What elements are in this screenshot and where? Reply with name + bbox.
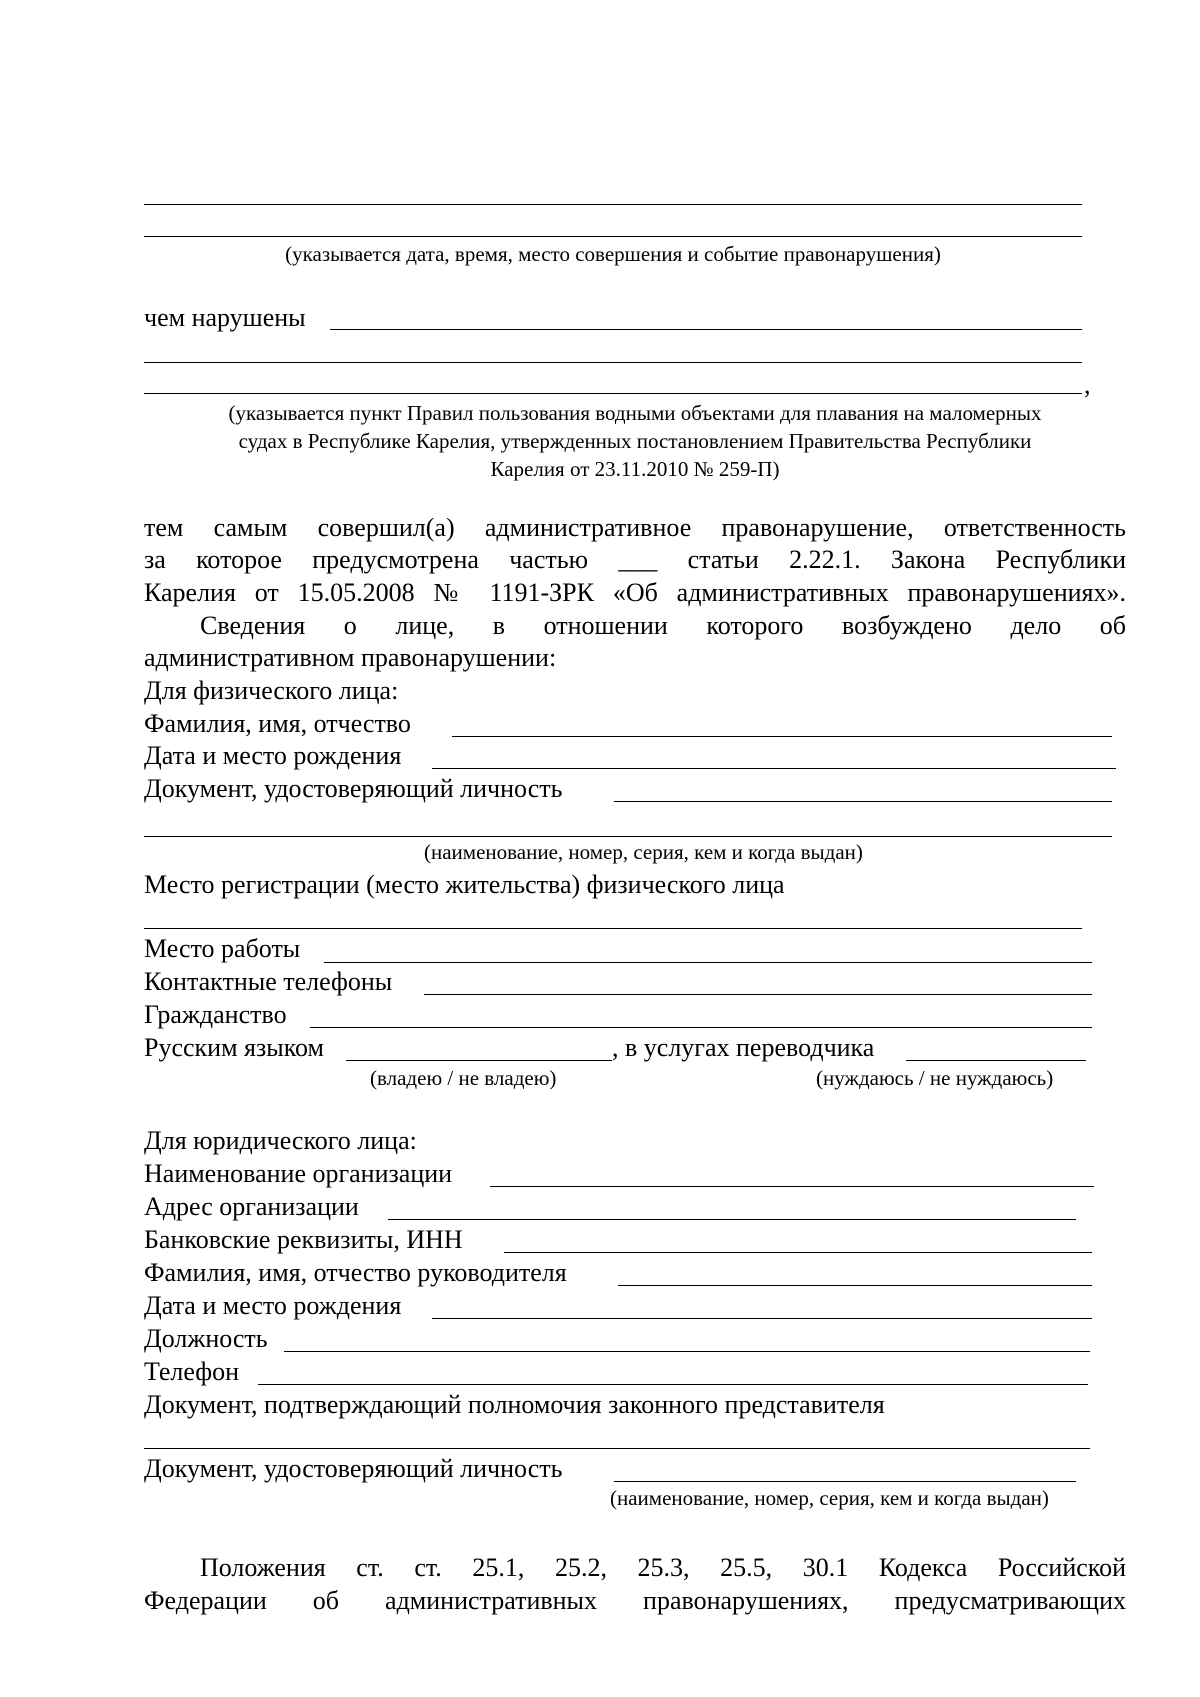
legal-bank-field[interactable] (504, 1252, 1092, 1253)
individual-id-caption: (наименование, номер, серия, кем и когда выдан) (424, 840, 863, 864)
individual-birth-label: Дата и место рождения (144, 741, 402, 770)
legal-phone-field[interactable] (258, 1384, 1088, 1385)
rules-caption-line-3: Карелия от 23.11.2010 № 259-П) (490, 457, 780, 481)
legal-address-label: Адрес организации (144, 1192, 359, 1221)
provisions-line-2: Федерации об административных правонарушениях, предусматривающих (144, 1586, 1126, 1615)
legal-authority-field[interactable] (144, 1448, 1090, 1449)
legal-birth-field[interactable] (432, 1318, 1092, 1319)
event-line-2[interactable] (144, 236, 1082, 237)
translator-caption: (нуждаюсь / не нуждаюсь) (816, 1066, 1054, 1090)
legal-head-name-field[interactable] (618, 1285, 1092, 1286)
russian-language-label: Русским языком (144, 1033, 325, 1062)
rules-caption-line-2: судах в Республике Карелия, утвержденных постановлением Правительства Республики (238, 429, 1032, 453)
individual-phones-field[interactable] (424, 994, 1092, 995)
individual-work-label: Место работы (144, 934, 301, 963)
legal-org-name-label: Наименование организации (144, 1159, 453, 1188)
individual-id-label: Документ, удостоверяющий личность (144, 774, 563, 803)
legal-position-field[interactable] (284, 1351, 1090, 1352)
individual-name-label: Фамилия, имя, отчество (144, 709, 411, 738)
translator-field[interactable] (906, 1060, 1086, 1061)
legal-position-label: Должность (144, 1324, 268, 1353)
legal-phone-label: Телефон (144, 1357, 240, 1386)
individual-id-field-2[interactable] (144, 836, 1112, 837)
violated-comma: , (1084, 370, 1091, 399)
offense-line-1: тем самым совершил(а) административное правонарушение, ответственность (144, 513, 1126, 542)
russian-language-field[interactable] (346, 1060, 612, 1061)
individual-phones-label: Контактные телефоны (144, 967, 393, 996)
individual-name-field[interactable] (452, 736, 1112, 737)
legal-authority-label: Документ, подтверждающий полномочия законного представителя (144, 1390, 885, 1419)
individual-heading: Для физического лица: (144, 676, 399, 705)
legal-id-field[interactable] (614, 1481, 1076, 1482)
rules-caption-line-1: (указывается пункт Правил пользования водными объектами для плавания на маломерных (228, 401, 1042, 425)
legal-heading: Для юридического лица: (144, 1126, 417, 1155)
individual-citizenship-field[interactable] (310, 1027, 1092, 1028)
legal-id-label: Документ, удостоверяющий личность (144, 1454, 563, 1483)
provisions-line-1: Положения ст. ст. 25.1, 25.2, 25.3, 25.5, 30.1 Кодекса Российской (200, 1553, 1126, 1582)
legal-bank-label: Банковские реквизиты, ИНН (144, 1225, 463, 1254)
legal-birth-label: Дата и место рождения (144, 1291, 402, 1320)
event-line-1[interactable] (144, 204, 1082, 205)
legal-head-name-label: Фамилия, имя, отчество руководителя (144, 1258, 567, 1287)
legal-address-field[interactable] (388, 1219, 1076, 1220)
individual-birth-field[interactable] (432, 768, 1116, 769)
individual-id-field[interactable] (614, 801, 1112, 802)
russian-language-caption: (владею / не владею) (370, 1066, 557, 1090)
offense-line-3: Карелия от 15.05.2008 № 1191-ЗРК «Об административных правонарушениях». (144, 578, 1126, 607)
violated-label: чем нарушены (144, 303, 306, 332)
violated-line-3[interactable] (144, 393, 1082, 394)
individual-residence-label: Место регистрации (место жительства) физического лица (144, 870, 785, 899)
violated-line-2[interactable] (144, 362, 1082, 363)
person-info-line-1: Сведения о лице, в отношении которого возбуждено дело об (200, 611, 1126, 640)
legal-id-caption: (наименование, номер, серия, кем и когда выдан) (610, 1486, 1049, 1510)
individual-work-field[interactable] (324, 962, 1092, 963)
event-caption: (указывается дата, время, место совершения и событие правонарушения) (285, 242, 941, 266)
individual-citizenship-label: Гражданство (144, 1000, 287, 1029)
violated-line-1[interactable] (330, 329, 1082, 330)
person-info-line-2: административном правонарушении: (144, 643, 557, 672)
legal-org-name-field[interactable] (490, 1186, 1094, 1187)
offense-line-2: за которое предусмотрена частью ___ статьи 2.22.1. Закона Республики (144, 545, 1126, 574)
translator-label: , в услугах переводчика (612, 1033, 875, 1062)
individual-residence-field[interactable] (144, 928, 1082, 929)
